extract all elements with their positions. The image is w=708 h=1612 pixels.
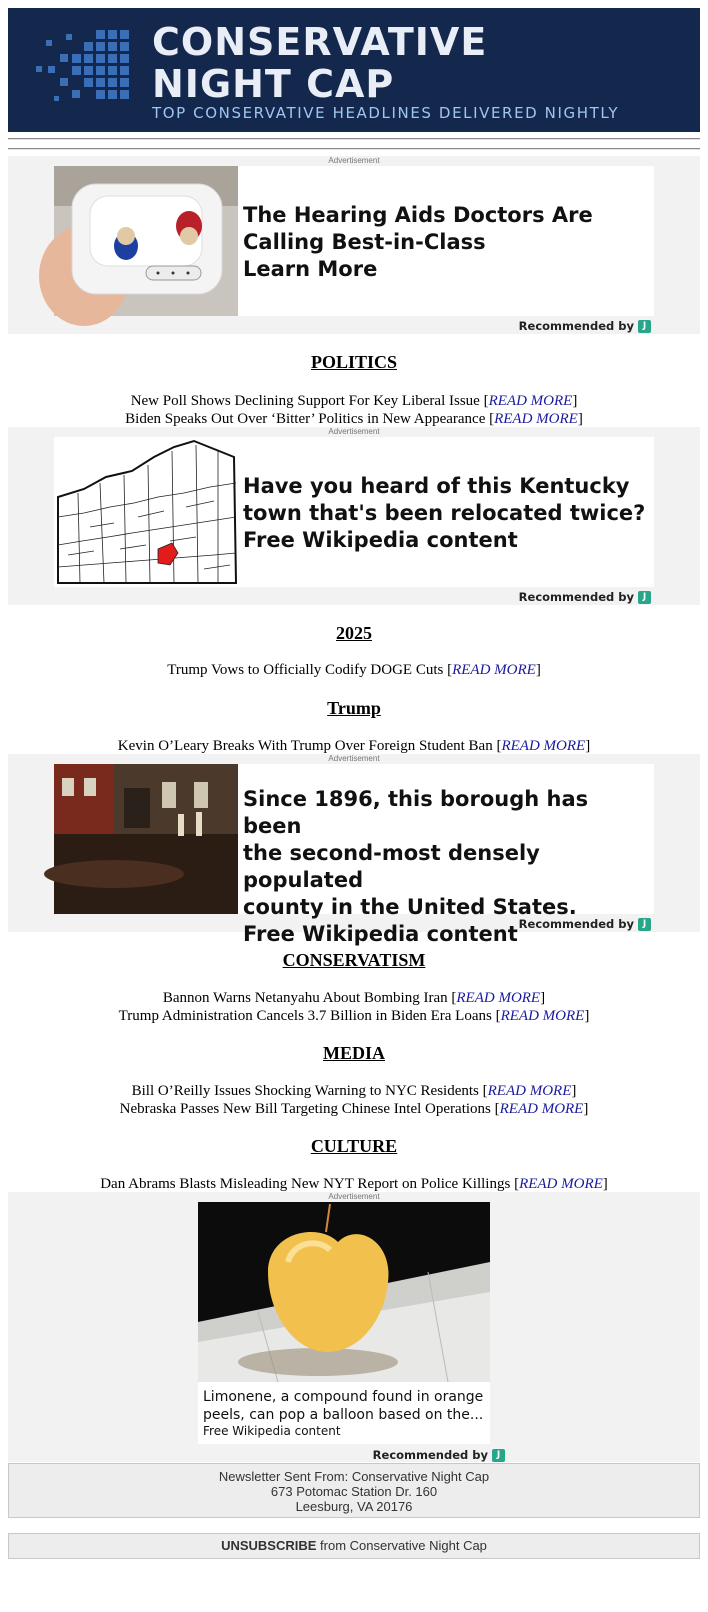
newsletter-title-line1: CONSERVATIVE	[152, 20, 488, 64]
dot-grid-logo-icon	[26, 20, 136, 115]
story-headline: Bill O’Reilly Issues Shocking Warning to NYC Residents	[131, 1083, 479, 1099]
divider	[8, 148, 700, 150]
ad-caption-line: Limonene, a compound found in orange	[203, 1389, 484, 1405]
recommender-logo-icon: J	[638, 918, 651, 931]
read-more-link[interactable]: READ MORE	[487, 1083, 572, 1099]
advertisement-block[interactable]	[8, 156, 700, 334]
ad-headline-line: Free Wikipedia content	[243, 528, 518, 552]
footer-address-line2: Leesburg, VA 20176	[295, 1499, 413, 1514]
ad-headline[interactable]	[243, 202, 648, 283]
ad-headline-line: Have you heard of this Kentucky	[243, 474, 630, 498]
section-title-trump: Trump	[327, 698, 381, 718]
ad-card-kentucky[interactable]	[54, 437, 654, 587]
ad-headline-line: the second-most densely populated	[243, 841, 540, 892]
hearing-aids-thumbnail[interactable]	[54, 166, 238, 316]
story-item: Trump Vows to Officially Codify DOGE Cuts [READ MORE]	[167, 662, 541, 678]
read-more-link[interactable]: READ MORE	[456, 990, 541, 1006]
ad-headline[interactable]	[243, 473, 648, 554]
read-more-link[interactable]: READ MORE	[494, 411, 578, 427]
ad-caption-line: peels, can pop a balloon based on the...	[203, 1407, 484, 1423]
ad-headline-line: Since 1896, this borough has been	[243, 787, 589, 838]
story-item: Kevin O’Leary Breaks With Trump Over Foreign Student Ban [READ MORE]	[117, 738, 591, 754]
recommended-by-label: Recommended by	[518, 319, 634, 333]
recommended-by[interactable]	[519, 917, 651, 931]
street-scene-thumbnail[interactable]	[54, 764, 238, 914]
story-headline: Dan Abrams Blasts Misleading New NYT Report on Police Killings	[100, 1176, 511, 1192]
footer-address	[8, 1463, 700, 1518]
divider	[8, 138, 700, 140]
recommender-logo-icon: J	[492, 1449, 505, 1462]
kentucky-map-thumbnail[interactable]	[54, 437, 238, 587]
read-more-link[interactable]: READ MORE	[499, 1101, 584, 1117]
ad-source: Free Wikipedia content	[203, 1424, 341, 1438]
ad-card-hearing-aids[interactable]	[54, 166, 654, 316]
balloon-photo-thumbnail[interactable]	[198, 1202, 490, 1382]
story-item: Dan Abrams Blasts Misleading New NYT Report on Police Killings [READ MORE]	[100, 1176, 608, 1192]
newsletter-tagline: TOP CONSERVATIVE HEADLINES DELIVERED NIGHTLY	[152, 104, 620, 122]
recommended-by[interactable]	[373, 1448, 505, 1462]
story-headline: Trump Vows to Officially Codify DOGE Cuts	[167, 662, 444, 678]
section-title-media: MEDIA	[323, 1043, 385, 1063]
footer-sent-from: Newsletter Sent From: Conservative Night Cap	[218, 1469, 490, 1484]
section-title-politics: POLITICS	[310, 352, 398, 372]
ad-label: Advertisement	[328, 156, 380, 165]
ad-headline-line: The Hearing Aids Doctors Are	[243, 203, 593, 227]
ad-headline-line: county in the United States.	[243, 895, 577, 919]
story-headline: New Poll Shows Declining Support For Key Liberal Issue	[130, 393, 480, 409]
story-item: Bannon Warns Netanyahu About Bombing Iran [READ MORE]	[162, 990, 546, 1006]
ad-caption[interactable]	[203, 1388, 485, 1439]
ad-headline-line: Learn More	[243, 257, 378, 281]
section-title-2025: 2025	[336, 623, 372, 643]
recommender-logo-icon: J	[638, 591, 651, 604]
ad-card-limonene[interactable]	[198, 1202, 490, 1444]
advertisement-block[interactable]	[8, 754, 700, 946]
story-item: New Poll Shows Declining Support For Key Liberal Issue [READ MORE]	[130, 393, 578, 409]
story-headline: Nebraska Passes New Bill Targeting Chinese Intel Operations	[119, 1101, 491, 1117]
read-more-link[interactable]: READ MORE	[501, 738, 586, 754]
section-title-culture: CULTURE	[310, 1136, 398, 1156]
story-item: Nebraska Passes New Bill Targeting Chinese Intel Operations [READ MORE]	[119, 1101, 589, 1117]
advertisement-block[interactable]	[8, 427, 700, 605]
story-item: Trump Administration Cancels 3.7 Billion in Biden Era Loans [READ MORE]	[118, 1008, 590, 1024]
ad-label: Advertisement	[328, 427, 380, 436]
read-more-link[interactable]: READ MORE	[500, 1008, 585, 1024]
newsletter-header-banner[interactable]	[8, 8, 700, 132]
unsubscribe-bar[interactable]	[8, 1533, 700, 1559]
recommended-by-label: Recommended by	[372, 1448, 488, 1462]
story-headline: Biden Speaks Out Over ‘Bitter’ Politics in New Appearance	[125, 411, 486, 427]
recommended-by-label: Recommended by	[518, 590, 634, 604]
unsubscribe-text: from Conservative Night Cap	[316, 1538, 487, 1553]
story-item: Bill O’Reilly Issues Shocking Warning to NYC Residents [READ MORE]	[131, 1083, 577, 1099]
section-title-conservatism: CONSERVATISM	[282, 950, 426, 970]
newsletter-title-line2: NIGHT CAP	[152, 62, 395, 106]
ad-label: Advertisement	[328, 754, 380, 763]
ad-headline-line: town that's been relocated twice?	[243, 501, 646, 525]
unsubscribe-link[interactable]: UNSUBSCRIBE	[221, 1538, 317, 1553]
story-headline: Bannon Warns Netanyahu About Bombing Iran	[162, 990, 448, 1006]
read-more-link[interactable]: READ MORE	[452, 662, 536, 678]
read-more-link[interactable]: READ MORE	[488, 393, 573, 409]
recommended-by[interactable]	[519, 319, 651, 333]
story-headline: Trump Administration Cancels 3.7 Billion in Biden Era Loans	[118, 1008, 492, 1024]
ad-headline-line: Free Wikipedia content	[243, 922, 518, 946]
ad-headline-line: Calling Best-in-Class	[243, 230, 486, 254]
story-item: Biden Speaks Out Over ‘Bitter’ Politics in New Appearance [READ MORE]	[125, 411, 583, 427]
recommended-by[interactable]	[519, 590, 651, 604]
story-headline: Kevin O’Leary Breaks With Trump Over Foreign Student Ban	[117, 738, 493, 754]
read-more-link[interactable]: READ MORE	[519, 1176, 603, 1192]
advertisement-block[interactable]	[8, 1192, 700, 1462]
recommender-logo-icon: J	[638, 320, 651, 333]
ad-label: Advertisement	[328, 1192, 380, 1201]
recommended-by-label: Recommended by	[518, 917, 634, 931]
footer-address-line1: 673 Potomac Station Dr. 160	[270, 1484, 438, 1499]
